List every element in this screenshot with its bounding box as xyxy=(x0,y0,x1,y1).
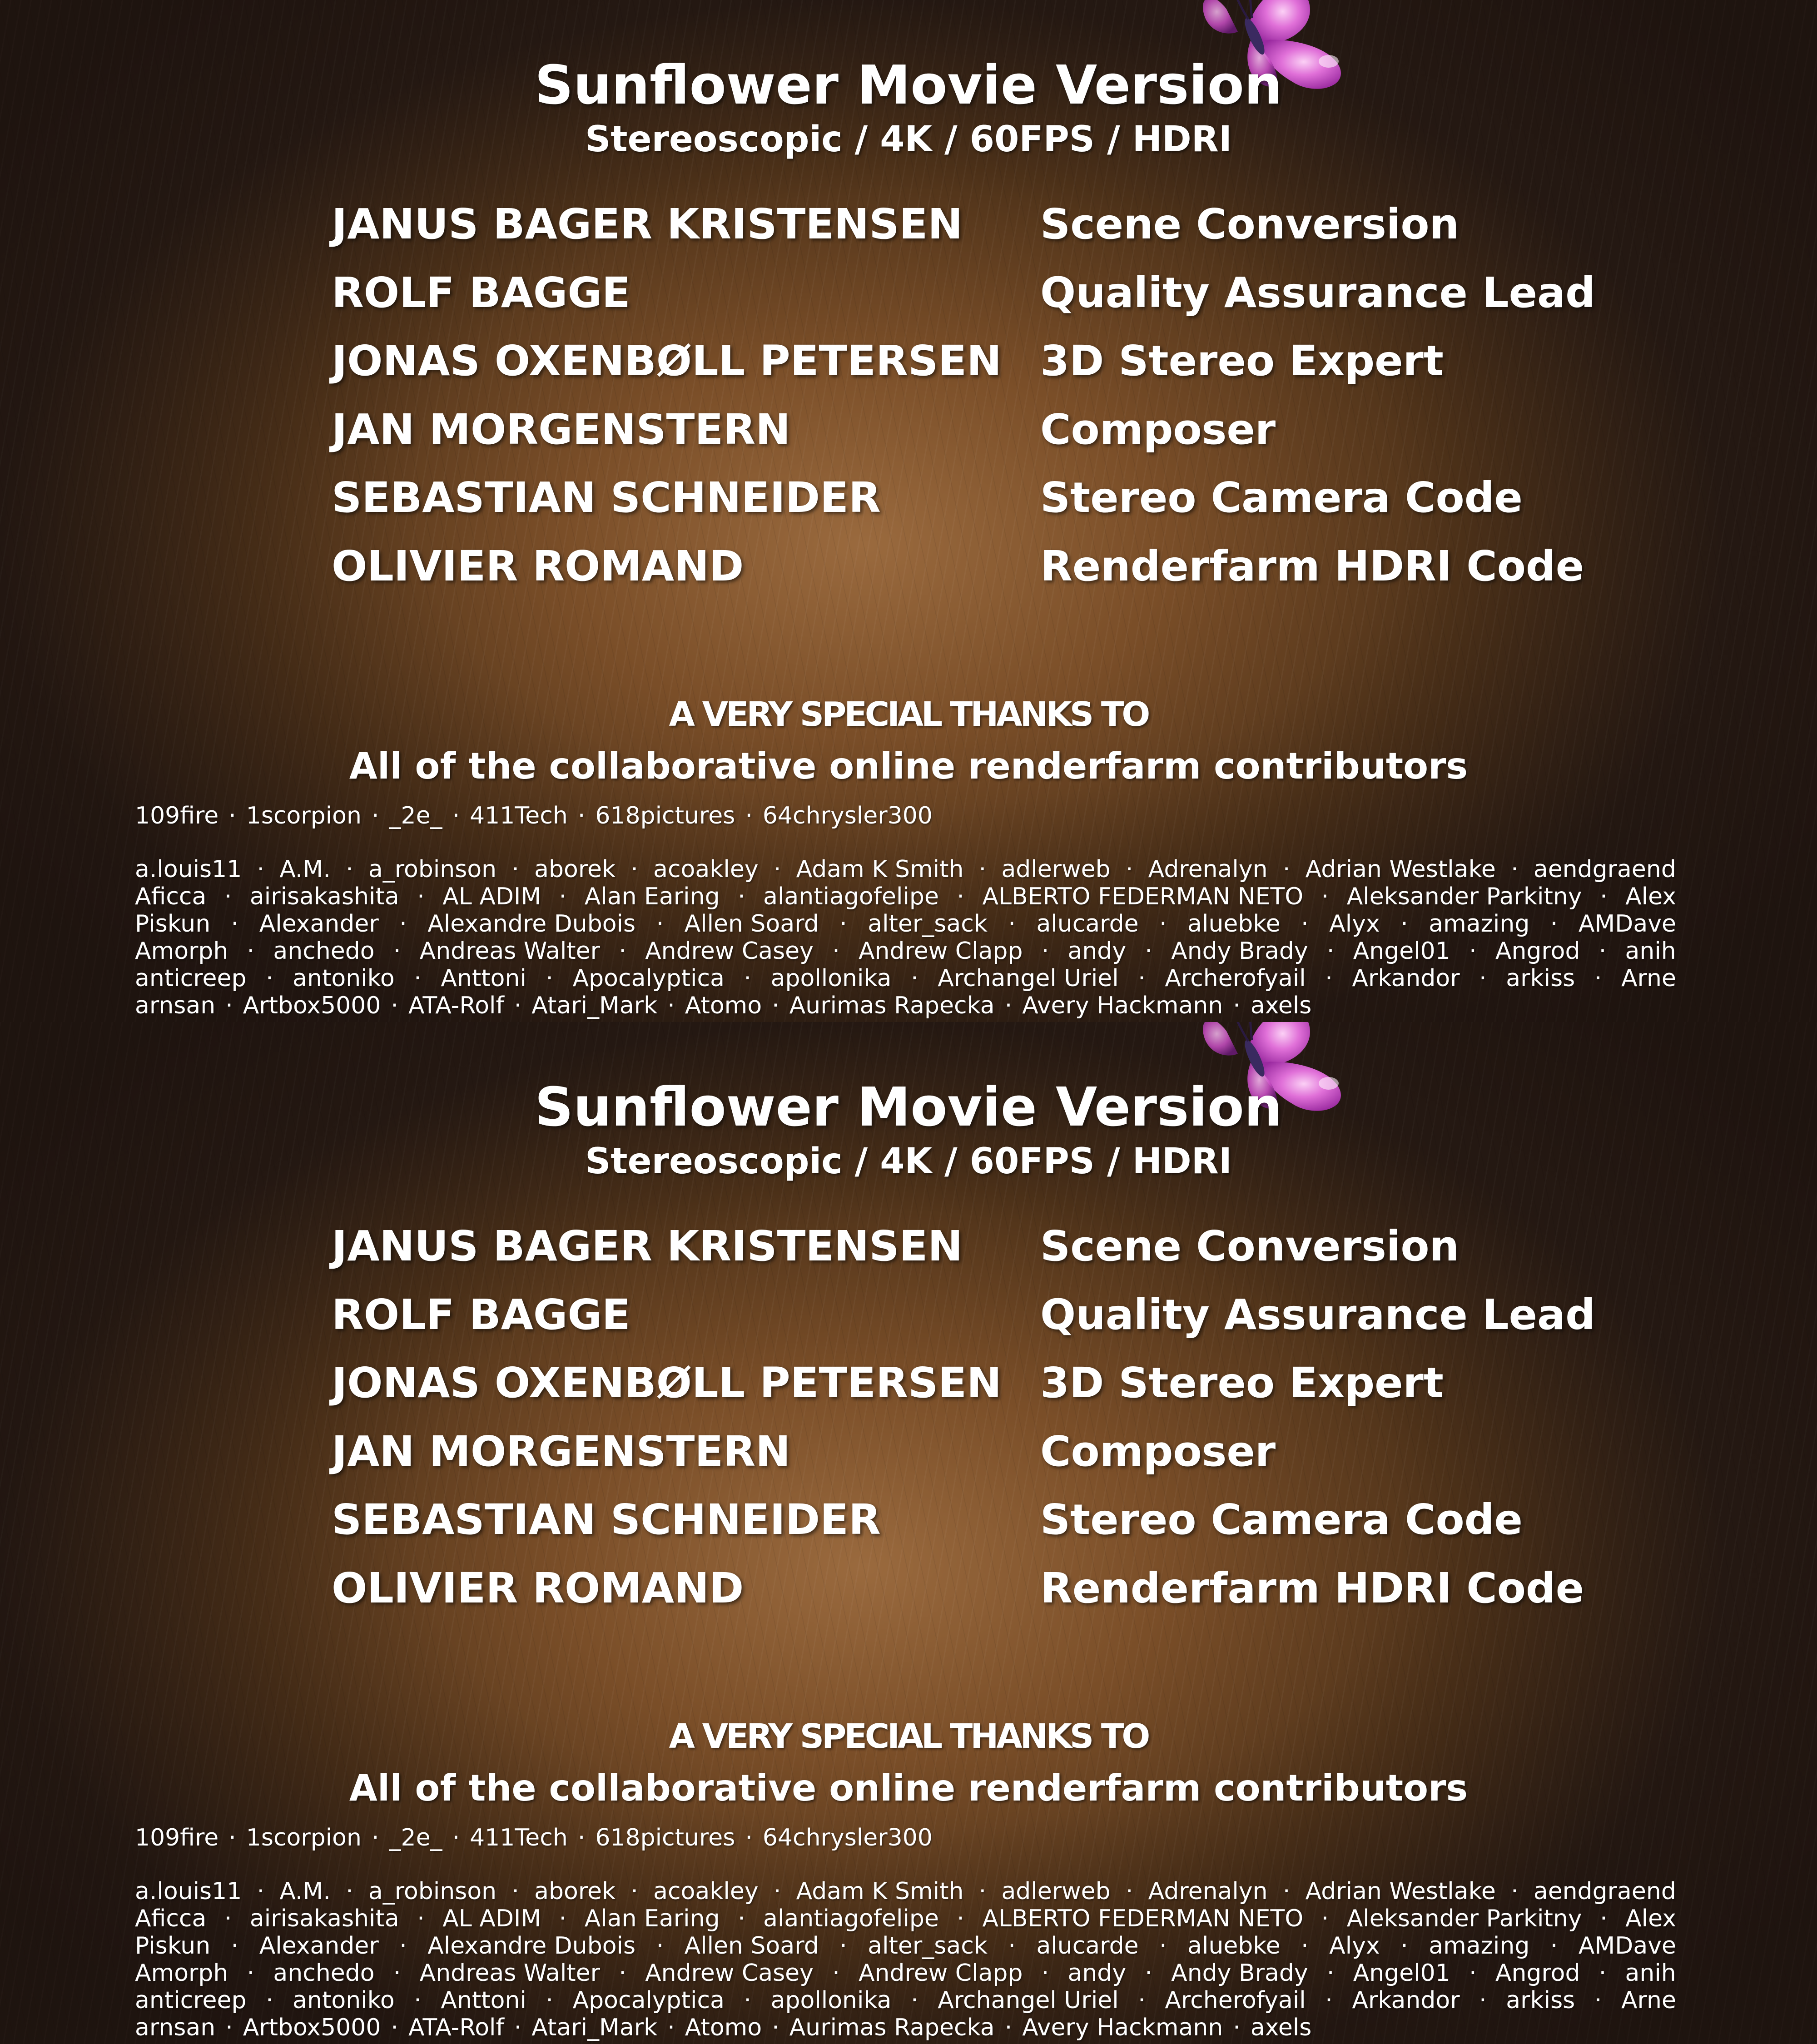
contributor-name: amazing xyxy=(1429,910,1529,938)
contributor-name: Allen Soard xyxy=(685,910,819,938)
contributor-name: AL ADIM xyxy=(442,1905,541,1932)
contributor-name: antoniko xyxy=(293,1987,395,2014)
contributor-name: Avery Hackmann xyxy=(1022,2014,1223,2041)
separator: · xyxy=(231,1932,239,1960)
separator: · xyxy=(393,1960,401,1987)
contributor-name: Andreas Walter xyxy=(420,1960,600,1987)
contributor-name: aborek xyxy=(534,1878,616,1905)
separator: · xyxy=(762,2014,789,2041)
contributor-name: axels xyxy=(1251,2014,1312,2041)
contributor-name: Allen Soard xyxy=(685,1932,819,1960)
special-thanks-heading: A VERY SPECIAL THANKS TO xyxy=(0,695,1817,734)
credit-role: Scene Conversion xyxy=(1040,200,1459,248)
separator: · xyxy=(399,910,407,938)
contributor-name: Alyx xyxy=(1329,910,1380,938)
separator: · xyxy=(546,1987,553,2014)
contributor-name: alantiagofelipe xyxy=(763,1905,939,1932)
separator: · xyxy=(266,965,273,992)
separator: · xyxy=(1594,965,1602,992)
separator: · xyxy=(630,1878,638,1905)
separator: · xyxy=(839,910,847,938)
separator: · xyxy=(559,883,567,910)
separator: · xyxy=(442,1824,470,1851)
contributor-name: Alex xyxy=(1625,883,1676,910)
credit-role: Quality Assurance Lead xyxy=(1040,268,1595,317)
separator: · xyxy=(995,2014,1023,2041)
contributor-name: Piskun xyxy=(135,910,210,938)
page-subtitle: Stereoscopic / 4K / 60FPS / HDRI xyxy=(0,119,1817,160)
separator: · xyxy=(1599,938,1607,965)
contributor-name: Andy Brady xyxy=(1171,1960,1308,1987)
contributor-name: andy xyxy=(1067,1960,1126,1987)
contributor-name: Archangel Uriel xyxy=(938,965,1118,992)
contributor-name: arkiss xyxy=(1506,1987,1575,2014)
contributor-name: Atomo xyxy=(685,2014,762,2041)
separator: · xyxy=(1325,1987,1333,2014)
contributor-name: aluebke xyxy=(1187,910,1281,938)
separator: · xyxy=(656,910,664,938)
credit-name: SEBASTIAN SCHNEIDER xyxy=(332,473,881,522)
separator: · xyxy=(559,1905,567,1932)
contributor-name: anchedo xyxy=(273,1960,374,1987)
separator: · xyxy=(979,856,987,883)
separator: · xyxy=(630,856,638,883)
separator: · xyxy=(1400,1932,1408,1960)
contributor-name: Andrew Casey xyxy=(645,1960,814,1987)
separator: · xyxy=(1600,1905,1608,1932)
contributor-name: alter_sack xyxy=(868,910,988,938)
credit-role: 3D Stereo Expert xyxy=(1040,337,1444,385)
credit-role: Renderfarm HDRI Code xyxy=(1040,1564,1584,1612)
credit-role: Stereo Camera Code xyxy=(1040,473,1523,522)
separator: · xyxy=(979,1878,987,1905)
separator: · xyxy=(362,1824,389,1851)
contributor-name: alucarde xyxy=(1036,910,1138,938)
contributor-name: Arne xyxy=(1621,965,1676,992)
credit-role: Renderfarm HDRI Code xyxy=(1040,542,1584,590)
separator: · xyxy=(1138,1987,1146,2014)
contributor-name: Angel01 xyxy=(1353,1960,1450,1987)
separator: · xyxy=(399,1932,407,1960)
separator: · xyxy=(1511,856,1519,883)
separator: · xyxy=(957,883,964,910)
contributor-name: Amorph xyxy=(135,1960,228,1987)
separator: · xyxy=(346,856,353,883)
credit-name: JANUS BAGER KRISTENSEN xyxy=(332,200,963,248)
contributor-name: a_robinson xyxy=(368,1878,496,1905)
contributor-name: Andrew Clapp xyxy=(859,1960,1023,1987)
contributor-name: a.louis11 xyxy=(135,1878,242,1905)
contributor-name: Arkandor xyxy=(1352,965,1460,992)
separator: · xyxy=(744,965,752,992)
contributor-name: Aleksander Parkitny xyxy=(1347,883,1582,910)
contributor-name: ALBERTO FEDERMAN NETO xyxy=(982,1905,1303,1932)
separator: · xyxy=(218,1824,246,1851)
separator: · xyxy=(774,1878,781,1905)
separator: · xyxy=(257,1878,265,1905)
separator: · xyxy=(738,1905,745,1932)
credit-name: JONAS OXENBØLL PETERSEN xyxy=(332,1359,1002,1407)
separator: · xyxy=(224,883,232,910)
contributor-name: AMDave xyxy=(1579,910,1676,938)
contributor-name: aluebke xyxy=(1187,1932,1281,1960)
separator: · xyxy=(417,1905,425,1932)
separator: · xyxy=(1321,1905,1329,1932)
contributor-name: Arne xyxy=(1621,1987,1676,2014)
contributor-name: Amorph xyxy=(135,938,228,965)
contributor-name: anticreep xyxy=(135,965,246,992)
contributor-name: Adrenalyn xyxy=(1148,856,1268,883)
contributor-name: alantiagofelipe xyxy=(763,883,939,910)
credit-role: Composer xyxy=(1040,405,1276,454)
separator: · xyxy=(995,992,1023,1019)
separator: · xyxy=(417,883,425,910)
special-thanks-subheading: All of the collaborative online renderfarm contributors xyxy=(0,1767,1817,1809)
page-title: Sunflower Movie Version xyxy=(0,54,1817,116)
contributor-name: 109fire xyxy=(135,1824,218,1851)
credit-name: JAN MORGENSTERN xyxy=(332,405,790,454)
contributor-name: AMDave xyxy=(1579,1932,1676,1960)
contributor-name: Angel01 xyxy=(1353,938,1450,965)
separator: · xyxy=(1145,1960,1152,1987)
separator: · xyxy=(1327,1960,1335,1987)
separator: · xyxy=(1301,1932,1309,1960)
contributor-name: ATA-Rolf xyxy=(408,992,504,1019)
contributor-name: Atari_Mark xyxy=(531,992,657,1019)
separator: · xyxy=(1400,910,1408,938)
separator: · xyxy=(832,1960,840,1987)
contributor-name: Andrew Clapp xyxy=(859,938,1023,965)
separator: · xyxy=(1126,856,1133,883)
separator: · xyxy=(393,938,401,965)
separator: · xyxy=(231,910,239,938)
contributor-name: 618pictures xyxy=(595,802,735,829)
separator: · xyxy=(774,856,781,883)
separator: · xyxy=(762,992,789,1019)
contributor-name: 64chrysler300 xyxy=(763,1824,933,1851)
contributor-name: 64chrysler300 xyxy=(763,802,933,829)
separator: · xyxy=(1600,883,1608,910)
separator: · xyxy=(1042,938,1049,965)
credit-role: Stereo Camera Code xyxy=(1040,1495,1523,1544)
contributor-name: 1scorpion xyxy=(246,1824,362,1851)
separator: · xyxy=(1321,883,1329,910)
contributor-name: Anttoni xyxy=(441,1987,526,2014)
special-thanks-heading: A VERY SPECIAL THANKS TO xyxy=(0,1717,1817,1756)
contributor-name: anchedo xyxy=(273,938,374,965)
contributor-name: arkiss xyxy=(1506,965,1575,992)
contributor-name: apollonika xyxy=(771,965,892,992)
separator: · xyxy=(1145,938,1152,965)
contributor-name: anih xyxy=(1625,938,1676,965)
separator: · xyxy=(247,1960,255,1987)
contributor-name: Alexander xyxy=(259,1932,379,1960)
contributor-name: Archerofyail xyxy=(1165,965,1306,992)
separator: · xyxy=(442,802,470,829)
separator: · xyxy=(1008,1932,1016,1960)
contributor-name: Atomo xyxy=(685,992,762,1019)
contributor-name: aendgraend xyxy=(1534,856,1676,883)
separator: · xyxy=(511,1878,519,1905)
contributor-name: a.louis11 xyxy=(135,856,242,883)
credit-name: ROLF BAGGE xyxy=(332,268,630,317)
contributor-name: Alan Earing xyxy=(585,1905,720,1932)
credit-role: Quality Assurance Lead xyxy=(1040,1290,1595,1339)
credit-name: JONAS OXENBØLL PETERSEN xyxy=(332,337,1002,385)
contributor-name: andy xyxy=(1067,938,1126,965)
separator: · xyxy=(1327,938,1335,965)
separator: · xyxy=(744,1987,752,2014)
separator: · xyxy=(657,992,685,1019)
contributor-name: apollonika xyxy=(771,1987,892,2014)
contributor-name: Apocalyptica xyxy=(573,965,725,992)
contributor-name: 1scorpion xyxy=(246,802,362,829)
separator: · xyxy=(1126,1878,1133,1905)
contributor-name: 618pictures xyxy=(595,1824,735,1851)
credit-name: ROLF BAGGE xyxy=(332,1290,630,1339)
contributor-name: 411Tech xyxy=(470,802,568,829)
contributor-name: Anttoni xyxy=(441,965,526,992)
separator: · xyxy=(568,802,596,829)
contributor-name: _2e_ xyxy=(389,1824,442,1851)
contributor-name: anticreep xyxy=(135,1987,246,2014)
separator: · xyxy=(735,802,763,829)
contributor-name: anih xyxy=(1625,1960,1676,1987)
contributor-name: arnsan xyxy=(135,2014,215,2041)
separator: · xyxy=(224,1905,232,1932)
contributor-name: Avery Hackmann xyxy=(1022,992,1223,1019)
separator: · xyxy=(735,1824,763,1851)
contributor-name: airisakashita xyxy=(250,883,399,910)
contributor-name: ALBERTO FEDERMAN NETO xyxy=(982,883,1303,910)
separator: · xyxy=(911,965,918,992)
credit-name: OLIVIER ROMAND xyxy=(332,542,744,590)
contributor-name: aborek xyxy=(534,856,616,883)
special-thanks-subheading: All of the collaborative online renderfarm contributors xyxy=(0,745,1817,787)
separator: · xyxy=(1138,965,1146,992)
contributor-name: _2e_ xyxy=(389,802,442,829)
separator: · xyxy=(266,1987,273,2014)
contributor-name: Apocalyptica xyxy=(573,1987,725,2014)
contributor-name: AL ADIM xyxy=(442,883,541,910)
separator: · xyxy=(1042,1960,1049,1987)
separator: · xyxy=(1159,1932,1167,1960)
credit-role: Composer xyxy=(1040,1427,1276,1476)
contributor-name: adlerweb xyxy=(1001,1878,1110,1905)
page-subtitle: Stereoscopic / 4K / 60FPS / HDRI xyxy=(0,1141,1817,1182)
separator: · xyxy=(546,965,553,992)
separator: · xyxy=(362,802,389,829)
separator: · xyxy=(1223,2014,1251,2041)
separator: · xyxy=(1594,1987,1602,2014)
separator: · xyxy=(381,992,408,1019)
separator: · xyxy=(1325,965,1333,992)
contributor-name: Andreas Walter xyxy=(420,938,600,965)
contributor-name: alter_sack xyxy=(868,1932,988,1960)
separator: · xyxy=(414,965,422,992)
contributor-name: Adrian Westlake xyxy=(1306,856,1496,883)
separator: · xyxy=(1469,938,1477,965)
separator: · xyxy=(1469,1960,1477,1987)
contributor-name: Alexandre Dubois xyxy=(427,1932,635,1960)
contributor-name: alucarde xyxy=(1036,1932,1138,1960)
contributor-name: Archangel Uriel xyxy=(938,1987,1118,2014)
page-title: Sunflower Movie Version xyxy=(0,1076,1817,1138)
contributor-name: axels xyxy=(1251,992,1312,1019)
separator: · xyxy=(346,1878,353,1905)
separator: · xyxy=(738,883,745,910)
credit-name: JAN MORGENSTERN xyxy=(332,1427,790,1476)
contributor-name: Archerofyail xyxy=(1165,1987,1306,2014)
separator: · xyxy=(257,856,265,883)
separator: · xyxy=(568,1824,596,1851)
contributor-name: Arkandor xyxy=(1352,1987,1460,2014)
contributor-name: arnsan xyxy=(135,992,215,1019)
separator: · xyxy=(1511,1878,1519,1905)
separator: · xyxy=(1283,1878,1291,1905)
contributor-name: Alex xyxy=(1625,1905,1676,1932)
contributor-name: airisakashita xyxy=(250,1905,399,1932)
contributor-name: Aleksander Parkitny xyxy=(1347,1905,1582,1932)
separator: · xyxy=(1008,910,1016,938)
contributor-name: aendgraend xyxy=(1534,1878,1676,1905)
separator: · xyxy=(957,1905,964,1932)
separator: · xyxy=(1283,856,1291,883)
contributor-name: 109fire xyxy=(135,802,218,829)
separator: · xyxy=(1479,1987,1487,2014)
contributor-name: Piskun xyxy=(135,1932,210,1960)
contributor-name: Artbox5000 xyxy=(243,992,381,1019)
contributor-name: Atari_Mark xyxy=(531,2014,657,2041)
contributor-name: Adam K Smith xyxy=(796,1878,964,1905)
contributor-name: amazing xyxy=(1429,1932,1529,1960)
contributor-name: Adrian Westlake xyxy=(1306,1878,1496,1905)
contributor-name: Adam K Smith xyxy=(796,856,964,883)
contributor-name: antoniko xyxy=(293,965,395,992)
contributor-name: 411Tech xyxy=(470,1824,568,1851)
credit-name: JANUS BAGER KRISTENSEN xyxy=(332,1222,963,1270)
contributor-name: Aurimas Rapecka xyxy=(789,992,995,1019)
separator: · xyxy=(215,2014,243,2041)
contributor-name: A.M. xyxy=(279,856,331,883)
separator: · xyxy=(1550,910,1558,938)
credit-name: SEBASTIAN SCHNEIDER xyxy=(332,1495,881,1544)
contributor-name: Alyx xyxy=(1329,1932,1380,1960)
separator: · xyxy=(656,1932,664,1960)
contributor-name: Adrenalyn xyxy=(1148,1878,1268,1905)
separator: · xyxy=(414,1987,422,2014)
separator: · xyxy=(1223,992,1251,1019)
separator: · xyxy=(504,2014,532,2041)
separator: · xyxy=(504,992,532,1019)
contributor-name: Angrod xyxy=(1495,938,1580,965)
separator: · xyxy=(247,938,255,965)
contributor-name: Aficca xyxy=(135,883,206,910)
separator: · xyxy=(832,938,840,965)
separator: · xyxy=(1550,1932,1558,1960)
contributor-name: Angrod xyxy=(1495,1960,1580,1987)
contributor-name: Andy Brady xyxy=(1171,938,1308,965)
separator: · xyxy=(1479,965,1487,992)
contributor-name: a_robinson xyxy=(368,856,496,883)
contributor-name: A.M. xyxy=(279,1878,331,1905)
credit-role: Scene Conversion xyxy=(1040,1222,1459,1270)
contributor-name: Artbox5000 xyxy=(243,2014,381,2041)
separator: · xyxy=(1159,910,1167,938)
contributor-name: acoakley xyxy=(653,856,758,883)
separator: · xyxy=(619,1960,626,1987)
separator: · xyxy=(911,1987,918,2014)
separator: · xyxy=(1599,1960,1607,1987)
contributor-name: Alexander xyxy=(259,910,379,938)
contributor-name: acoakley xyxy=(653,1878,758,1905)
separator: · xyxy=(657,2014,685,2041)
contributor-name: Alexandre Dubois xyxy=(427,910,635,938)
contributor-name: adlerweb xyxy=(1001,856,1110,883)
contributor-name: Andrew Casey xyxy=(645,938,814,965)
separator: · xyxy=(218,802,246,829)
separator: · xyxy=(381,2014,408,2041)
credit-name: OLIVIER ROMAND xyxy=(332,1564,744,1612)
separator: · xyxy=(511,856,519,883)
credit-role: 3D Stereo Expert xyxy=(1040,1359,1444,1407)
separator: · xyxy=(215,992,243,1019)
contributor-name: Alan Earing xyxy=(585,883,720,910)
separator: · xyxy=(1301,910,1309,938)
contributor-name: ATA-Rolf xyxy=(408,2014,504,2041)
contributor-name: Aurimas Rapecka xyxy=(789,2014,995,2041)
separator: · xyxy=(839,1932,847,1960)
contributor-name: Aficca xyxy=(135,1905,206,1932)
separator: · xyxy=(619,938,626,965)
